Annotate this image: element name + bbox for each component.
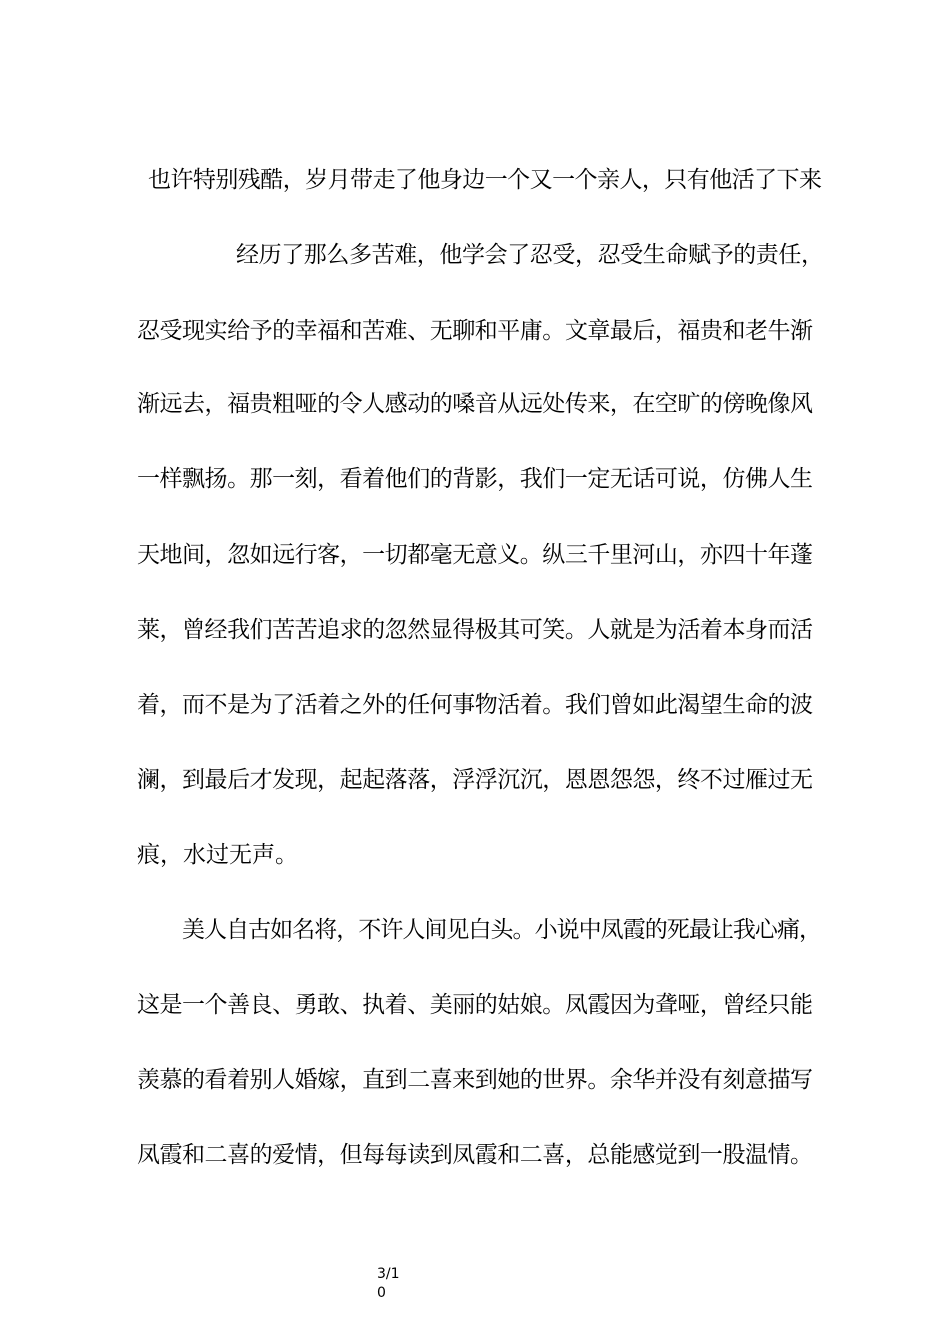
text-line-7: 莱，曾经我们苦苦追求的忽然显得极其可笑。人就是为活着本身而活 [137,617,813,643]
text-line-14: 凤霞和二喜的爱情，但每每读到凤霞和二喜，总能感觉到一股温情。 [137,1142,813,1168]
page-number-line-2: 0 [377,1285,386,1301]
text-line-4: 渐远去，福贵粗哑的令人感动的嗓音从远处传来，在空旷的傍晚像风 [137,391,813,417]
text-line-8: 着，而不是为了活着之外的任何事物活着。我们曾如此渴望生命的波 [137,692,813,718]
page-number-line-1: 3/1 [377,1266,400,1282]
page-number [377,1265,407,1303]
text-line-6: 天地间，忽如远行客，一切都毫无意义。纵三千里河山，亦四十年蓬 [137,542,813,568]
text-line-10: 痕，水过无声。 [137,842,298,868]
text-line-2: 经历了那么多苦难，他学会了忍受，忍受生命赋予的责任， [236,242,824,268]
text-line-12: 这是一个善良、勇敢、执着、美丽的姑娘。凤霞因为聋哑，曾经只能 [137,992,813,1018]
text-line-1: 也许特别残酷，岁月带走了他身边一个又一个亲人，只有他活了下来 [148,167,822,193]
text-line-11: 美人自古如名将，不许人间见白头。小说中凤霞的死最让我心痛， [182,917,822,943]
text-line-13: 羡慕的看着别人婚嫁，直到二喜来到她的世界。余华并没有刻意描写 [137,1067,813,1093]
text-line-9: 澜，到最后才发现，起起落落，浮浮沉沉，恩恩怨怨，终不过雁过无 [137,767,813,793]
text-line-5: 一样飘扬。那一刻，看着他们的背影，我们一定无话可说，仿佛人生 [137,466,813,492]
text-line-3: 忍受现实给予的幸福和苦难、无聊和平庸。文章最后，福贵和老牛渐 [137,318,813,344]
